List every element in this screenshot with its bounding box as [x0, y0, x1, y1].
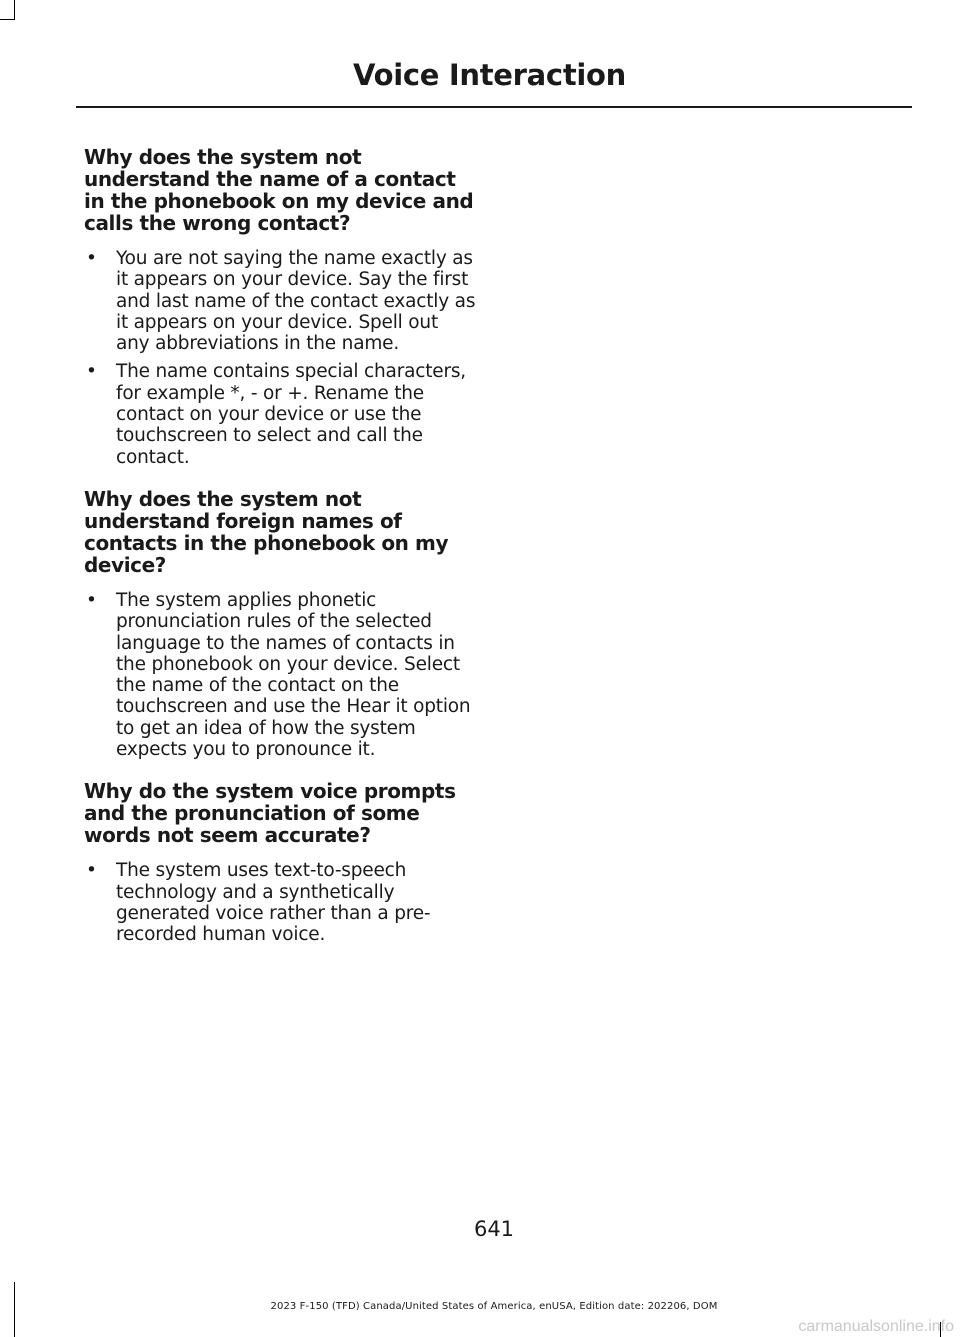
list-item [84, 590, 476, 760]
section-heading: Why do the system voice prompts and the pronunciation of some words not seem accurate? [84, 779, 456, 848]
bullet-list [84, 248, 476, 468]
list-item [84, 248, 476, 354]
list-item-text: The system uses text-to-speech technology and a synthetically generated voice rather than a pre-recorded human voice. [116, 860, 431, 946]
bullet-icon: • [86, 248, 97, 269]
header-divider [76, 106, 912, 108]
bullet-icon: • [86, 860, 97, 882]
list-item [84, 361, 476, 467]
bullet-icon: • [86, 361, 97, 383]
bullet-icon: • [86, 589, 97, 611]
bullet-list [84, 860, 476, 945]
list-item [84, 860, 476, 945]
watermark: carmanualsonline.info [798, 1318, 954, 1335]
page-header-title: Voice Interaction [353, 58, 626, 92]
crop-mark-top-left-vertical [14, 0, 15, 20]
section-heading: Why does the system not understand the name of a contact in the phonebook on my device and calls the wrong contact? [84, 145, 474, 235]
section-heading: Why does the system not understand foreign names of contacts in the phonebook on my device? [84, 486, 449, 577]
list-item-text: You are not saying the name exactly as it appears on your device. Say the first and last name of the contact exactly as it appears on your device. Spell out any abbreviations in the name. [116, 248, 476, 355]
edition-footer: 2023 F-150 (TFD) Canada/United States of America, enUSA, Edition date: 202206, DOM [270, 1301, 718, 1312]
list-item-text: The system applies phonetic pronunciation rules of the selected language to the names of contacts in the phonebook on your device. Select the name of the contact on the touchscreen and use the Hear it option to get an idea of how the system expects you to pronounce it. [116, 589, 471, 761]
bullet-list [84, 590, 476, 760]
page-number: 641 [473, 1217, 515, 1241]
crop-mark-top-left-horizontal [0, 19, 15, 20]
list-item-text: The name contains special characters, for example *, - or +. Rename the contact on your device or use the touchscreen to select and call the contact. [116, 361, 466, 468]
main-content [84, 146, 476, 966]
